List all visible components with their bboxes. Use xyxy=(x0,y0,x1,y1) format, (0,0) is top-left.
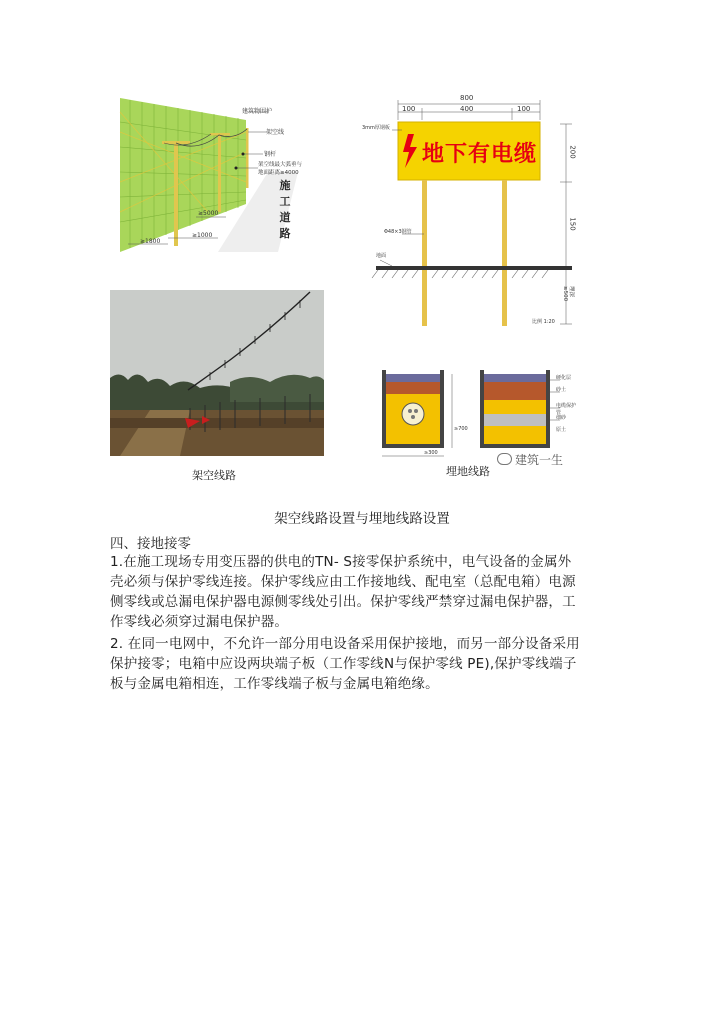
road-char: 施 xyxy=(279,179,291,192)
label-overhead-wire: 架空线 xyxy=(266,129,285,136)
label-pipe: Φ48×3钢管 xyxy=(384,229,412,235)
road-char: 道 xyxy=(279,211,291,224)
buried-label: 砂土 xyxy=(556,387,567,393)
buried-caption: 埋地线路 xyxy=(446,465,490,478)
watermark xyxy=(497,451,563,468)
label-spacing: ≥5000 xyxy=(198,210,219,217)
label-spacing-2: ≥1000 xyxy=(192,232,213,239)
paragraph-line: 2. 在同一电网中，不允许一部分用电设备采用保护接地，而另一部分设备采用 xyxy=(110,636,580,652)
road-char: 路 xyxy=(279,227,291,240)
dim-pole-height: 150 xyxy=(568,217,577,231)
dim-left: 100 xyxy=(402,105,416,113)
paragraph-line: 保护接零；电箱中应设两块端子板（工作零线N与保护零线 PE),保护零线端子 xyxy=(110,656,577,672)
dim-width: ≥300 xyxy=(424,450,438,456)
label-steel-pole: 钢杆 xyxy=(264,151,277,158)
dim-right: 100 xyxy=(517,105,531,113)
wechat-icon xyxy=(497,453,512,465)
paragraph-1 xyxy=(110,552,620,632)
photo-caption: 架空线路 xyxy=(192,469,236,482)
buried-label: 电缆保护管 xyxy=(556,403,577,416)
paragraph-line: 作零线必须穿过漏电保护器。 xyxy=(110,614,289,630)
buried-line-diagram xyxy=(380,370,580,460)
dim-bury: 埋深≥500 xyxy=(562,286,574,302)
dim-depth: ≥700 xyxy=(454,426,468,432)
label-board: 3mm厚钢板 xyxy=(362,125,390,131)
label-width: ≥1800 xyxy=(140,238,161,245)
dim-mid: 400 xyxy=(460,105,474,113)
dim-sign-height: 200 xyxy=(568,145,577,159)
overhead-line-photo xyxy=(110,290,324,456)
dim-total: 800 xyxy=(460,94,474,102)
label-ground: 地面 xyxy=(376,253,387,259)
paragraph-line: 壳必须与保护零线连接。保护零线应由工作接地线、配电室（总配电箱）电源 xyxy=(110,574,576,590)
road-char: 工 xyxy=(279,195,291,208)
sign-text: 地下有电缆 xyxy=(422,142,538,167)
paragraph-line: 侧零线或总漏电保护器电源侧零线处引出。保护零线严禁穿过漏电保护器，工 xyxy=(110,594,576,610)
buried-label: 原土 xyxy=(556,427,567,433)
label-fence: 建筑物围护 xyxy=(242,108,273,115)
label-clearance: 架空线最大弧垂与 xyxy=(258,162,303,168)
buried-label: 细砂 xyxy=(556,415,567,421)
figure-caption: 架空线路设置与埋地线路设置 xyxy=(274,511,450,527)
label-clearance-2: 地面距离≥4000 xyxy=(258,170,299,176)
paragraph-line: 板与金属电箱相连，工作零线端子板与金属电箱绝缘。 xyxy=(110,676,439,692)
section-heading: 四、接地接零 xyxy=(110,536,191,552)
paragraph-line: 1.在施工现场专用变压器的供电的TN- S接零保护系统中，电气设备的金属外 xyxy=(110,554,572,570)
overhead-line-diagram xyxy=(118,92,340,262)
road-label xyxy=(278,178,292,242)
label-scale: 比例 1:20 xyxy=(532,319,555,325)
paragraph-2 xyxy=(110,634,620,694)
buried-label: 硬化层 xyxy=(556,375,572,381)
watermark-text: 建筑一生 xyxy=(515,453,564,467)
warning-sign-diagram xyxy=(362,92,580,332)
